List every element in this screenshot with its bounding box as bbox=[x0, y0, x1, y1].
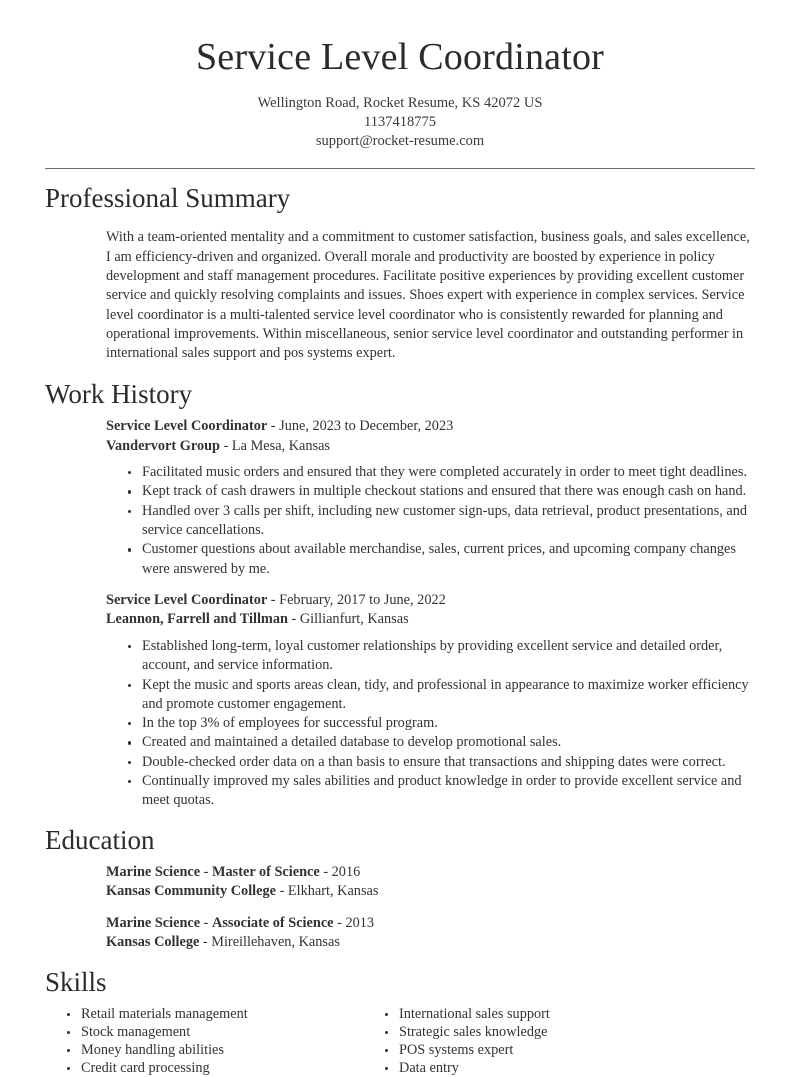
section-title-skills: Skills bbox=[45, 966, 107, 997]
job-bullet-list bbox=[106, 463, 755, 579]
job-title-separator: - bbox=[270, 418, 276, 435]
job-title-line bbox=[106, 591, 755, 611]
section-title-education: Education bbox=[45, 824, 155, 855]
job-title-line bbox=[106, 417, 755, 437]
section-title-professional-summary: Professional Summary bbox=[45, 182, 291, 213]
skill-item: Retail materials management bbox=[67, 1005, 385, 1023]
section-title-work-history: Work History bbox=[45, 378, 193, 409]
education-year: 2016 bbox=[331, 863, 361, 880]
candidate-name: Service Level Coordinator bbox=[195, 36, 605, 78]
job-bullet: Double-checked order data on a than basis to ensure that transactions and shipping dates were correct. bbox=[128, 753, 755, 772]
skills-list-right bbox=[385, 1005, 703, 1077]
education-degree-line bbox=[106, 914, 755, 934]
job-bullet: Kept track of cash drawers in multiple checkout stations and ensured that there was enough cash on hand. bbox=[128, 482, 755, 501]
education-location: Elkhart, Kansas bbox=[287, 883, 379, 900]
job-company-line bbox=[106, 610, 755, 630]
skills-body bbox=[45, 1005, 755, 1077]
education-entry bbox=[106, 914, 755, 953]
job-title: Service Level Coordinator bbox=[106, 591, 268, 608]
skill-item: POS systems expert bbox=[385, 1041, 703, 1059]
skills-list-left bbox=[67, 1005, 385, 1077]
skills-column-right bbox=[385, 1005, 703, 1077]
education-separator: - bbox=[323, 863, 329, 880]
resume-header bbox=[45, 0, 755, 151]
skill-item: Strategic sales knowledge bbox=[385, 1023, 703, 1041]
skill-item: Credit card processing bbox=[67, 1059, 385, 1077]
work-history-entry bbox=[106, 591, 755, 811]
education-body bbox=[45, 863, 755, 953]
education-degree: Master of Science bbox=[212, 863, 320, 880]
job-bullet: Continually improved my sales abilities and product knowledge in order to provide excellent service and meet quotas. bbox=[128, 772, 755, 811]
education-year: 2013 bbox=[345, 914, 375, 931]
job-bullet: Facilitated music orders and ensured that they were completed accurately in order to meet tight deadlines. bbox=[128, 463, 755, 482]
job-bullet: Kept the music and sports areas clean, tidy, and professional in appearance to maximize worker efficiency and promote customer engagement. bbox=[128, 676, 755, 715]
job-company: Vandervort Group bbox=[106, 437, 220, 454]
education-separator: - bbox=[203, 914, 209, 931]
header-divider bbox=[45, 168, 755, 169]
work-history-body bbox=[45, 417, 755, 810]
contact-phone: 1137418775 bbox=[364, 113, 436, 130]
contact-address: Wellington Road, Rocket Resume, KS 42072 US bbox=[257, 94, 543, 111]
job-title-separator: - bbox=[270, 591, 276, 608]
education-separator: - bbox=[337, 914, 342, 931]
job-bullet: Established long-term, loyal customer relationships by providing excellent service and detailed order, account, and service information. bbox=[128, 637, 755, 676]
job-location: La Mesa, Kansas bbox=[231, 437, 330, 454]
education-school: Kansas Community College bbox=[106, 883, 276, 900]
skill-item: Data entry bbox=[385, 1059, 703, 1077]
job-dates: June, 2023 to December, 2023 bbox=[279, 418, 454, 435]
education-school: Kansas College bbox=[106, 934, 200, 951]
job-bullet: In the top 3% of employees for successful program. bbox=[128, 714, 755, 733]
education-separator: - bbox=[202, 934, 208, 951]
job-bullet-list bbox=[106, 637, 755, 811]
professional-summary-body bbox=[45, 228, 755, 363]
education-degree-line bbox=[106, 863, 755, 883]
education-program: Marine Science bbox=[106, 863, 201, 880]
education-school-line bbox=[106, 933, 755, 953]
skill-item: Stock management bbox=[67, 1023, 385, 1041]
job-company-separator: - bbox=[291, 611, 297, 628]
job-dates: February, 2017 to June, 2022 bbox=[279, 591, 446, 608]
education-entry bbox=[106, 863, 755, 902]
professional-summary-text: With a team-oriented mentality and a commitment to customer satisfaction, business goals, and sales excellence, I am efficiency-driven and organized. Overall morale and productivity are boosted by experience in policy development and staff management procedures. Facilitate positive experiences by providing excellent customer service and quickly resolving complaints and issues. Shoes expert with experience in complex services. Service level coordinator is a multi-talented service level coordinator who is consistently rewarded for planning and operational improvements. Within miscellaneous, senior service level coordinator and outstanding performer in international sales support and pos systems expert. bbox=[106, 229, 750, 362]
skill-item: Money handling abilities bbox=[67, 1041, 385, 1059]
job-bullet: Handled over 3 calls per shift, including new customer sign-ups, data retrieval, product presentations, and service cancellations. bbox=[128, 502, 755, 541]
section-education bbox=[45, 824, 755, 953]
job-company-separator: - bbox=[223, 437, 229, 454]
job-bullet: Customer questions about available merchandise, sales, current prices, and upcoming company changes were answered by me. bbox=[128, 540, 755, 579]
job-bullet: Created and maintained a detailed database to develop promotional sales. bbox=[128, 733, 755, 752]
education-separator: - bbox=[203, 863, 209, 880]
education-location: Mireillehaven, Kansas bbox=[211, 934, 340, 951]
job-company: Leannon, Farrell and Tillman bbox=[106, 611, 288, 628]
education-program: Marine Science bbox=[106, 914, 201, 931]
work-history-entry bbox=[106, 417, 755, 579]
skill-item: International sales support bbox=[385, 1005, 703, 1023]
contact-email: support@rocket-resume.com bbox=[315, 132, 485, 149]
job-title: Service Level Coordinator bbox=[106, 418, 268, 435]
section-professional-summary bbox=[45, 182, 755, 364]
education-degree: Associate of Science bbox=[212, 914, 334, 931]
section-skills bbox=[45, 966, 755, 1077]
education-separator: - bbox=[279, 883, 285, 900]
skills-column-left bbox=[67, 1005, 385, 1077]
section-work-history bbox=[45, 378, 755, 811]
education-school-line bbox=[106, 882, 755, 902]
job-location: Gillianfurt, Kansas bbox=[299, 611, 409, 628]
job-company-line bbox=[106, 437, 755, 457]
